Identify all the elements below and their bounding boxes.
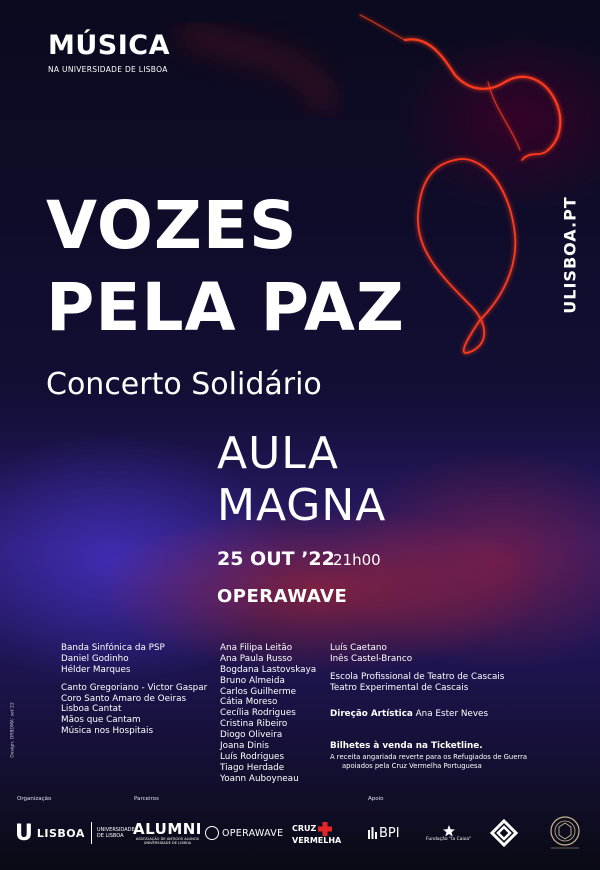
footer-label-support: Apoio	[368, 796, 384, 802]
artistic-direction	[330, 709, 488, 720]
operawave-ring-icon	[205, 826, 219, 840]
cruz-vermelha-logo[interactable]	[292, 818, 341, 848]
performer: Canto Gregoriano - Victor Gaspar	[61, 682, 208, 693]
performer: Joana Dinis	[220, 741, 269, 752]
broadcaster-name: OPERAWAVE	[217, 586, 348, 607]
performer: Coro Santo Amaro de Oeiras	[61, 693, 187, 704]
performer: Ana Paula Russo	[220, 653, 293, 664]
la-caixa-text: Fundação "la Caixa"	[426, 836, 472, 842]
performer: Yoann Auboyneau	[220, 773, 299, 784]
tickets-note-line-2: apoiados pela Cruz Vermelha Portuguesa	[342, 761, 482, 770]
performer: Ana Filipa Leitão	[220, 643, 293, 653]
ulisboa-sub	[97, 827, 135, 839]
performer: Cristina Ribeiro	[220, 719, 288, 730]
performers-column-1	[61, 643, 207, 737]
performer: Bogdana Lastovskaya	[220, 664, 317, 675]
alumni-sub-line-2: UNIVERSIDADE DE LISBOA	[143, 841, 192, 845]
footer-label-organization: Organização	[17, 796, 52, 802]
performer: Música nos Hospitais	[61, 726, 154, 737]
venue-line-1: AULA	[217, 428, 339, 479]
footer-label-partners: Parceiros	[134, 796, 159, 802]
performer: Lisboa Cantat	[61, 704, 122, 715]
ulisboa-u-mark: U	[15, 820, 33, 846]
performer: Luís Caetano	[330, 643, 387, 653]
seal-logo[interactable]	[545, 810, 585, 852]
bpi-wordmark: BPI	[379, 825, 400, 841]
tickets-note	[330, 753, 527, 770]
ulisboa-sub-line-1: UNIVERSIDADE	[96, 827, 135, 833]
musica-logo-subtitle: NA UNIVERSIDADE DE LISBOA	[48, 65, 168, 74]
side-url[interactable]	[555, 190, 585, 320]
performer: Teatro Experimental de Cascais	[330, 682, 469, 693]
venue-line-2: MAGNA	[217, 480, 387, 531]
performer: Carlos Guilherme	[220, 686, 297, 697]
la-caixa-logo[interactable]	[426, 818, 471, 848]
performer: Diogo Oliveira	[220, 730, 283, 741]
tickets-title[interactable]: Bilhetes à venda na Ticketline.	[330, 741, 483, 751]
subtitle: Concerto Solidário	[46, 367, 322, 402]
cgd-diamond-icon	[490, 819, 518, 847]
alumni-sub-line-1: ASSOCIAÇÃO DE ANTIGOS ALUNOS	[135, 836, 199, 841]
alumni-logo[interactable]	[133, 818, 202, 848]
design-credit	[6, 690, 20, 770]
direction-name: Ana Ester Neves	[415, 709, 489, 719]
design-credit-text: Design: DRBDMA’ set’22	[10, 702, 16, 758]
performer: Cátia Moreso	[220, 697, 278, 708]
event-date: 25 OUT ’22	[217, 548, 335, 570]
performer: Luís Rodrigues	[220, 751, 285, 762]
tickets-info	[330, 741, 483, 752]
performer: Tiago Herdade	[220, 762, 285, 773]
performer: Bruno Almeida	[220, 675, 285, 686]
operawave-logo[interactable]	[205, 818, 283, 848]
seal-crest-icon	[545, 811, 585, 851]
title-line-2: PELA PAZ	[46, 269, 405, 346]
ulisboa-wordmark: LISBOA	[36, 826, 85, 840]
operawave-wordmark: OPERAWAVE	[222, 827, 284, 839]
performers-column-3	[330, 643, 504, 694]
bpi-logo[interactable]	[368, 818, 400, 848]
vermelha-text: VERMELHA	[292, 835, 342, 845]
performer: Mãos que Cantam	[61, 715, 141, 726]
side-url-text: ULISBOA.PT	[560, 196, 580, 314]
logo-divider	[91, 822, 92, 844]
title-line-1: VOZES	[46, 187, 298, 264]
performer: Banda Sinfónica da PSP	[61, 643, 165, 653]
cruz-text: CRUZ	[292, 824, 317, 833]
ulisboa-logo[interactable]	[15, 818, 135, 848]
musica-logo-title: MÚSICA	[48, 30, 170, 61]
bpi-bars-icon	[368, 827, 377, 839]
performer: Cecília Rodrigues	[220, 708, 296, 719]
ulisboa-sub-line-2: DE LISBOA	[96, 833, 124, 839]
alumni-wordmark: ALUMNI	[133, 819, 202, 838]
performer: Inês Castel-Branco	[330, 653, 413, 664]
star-icon	[441, 825, 457, 837]
direction-label: Direção Artística	[330, 709, 413, 719]
red-cross-icon	[318, 822, 332, 836]
performers-column-2	[220, 643, 316, 785]
performer: Hélder Marques	[61, 664, 131, 675]
performer: Escola Profissional de Teatro de Cascais	[330, 671, 505, 682]
tickets-note-line-1: A receita angariada reverte para os Refugiados de Guerra	[330, 753, 528, 761]
performer: Daniel Godinho	[61, 653, 129, 664]
cgd-logo[interactable]	[490, 818, 518, 848]
event-time: 21h00	[333, 551, 381, 569]
